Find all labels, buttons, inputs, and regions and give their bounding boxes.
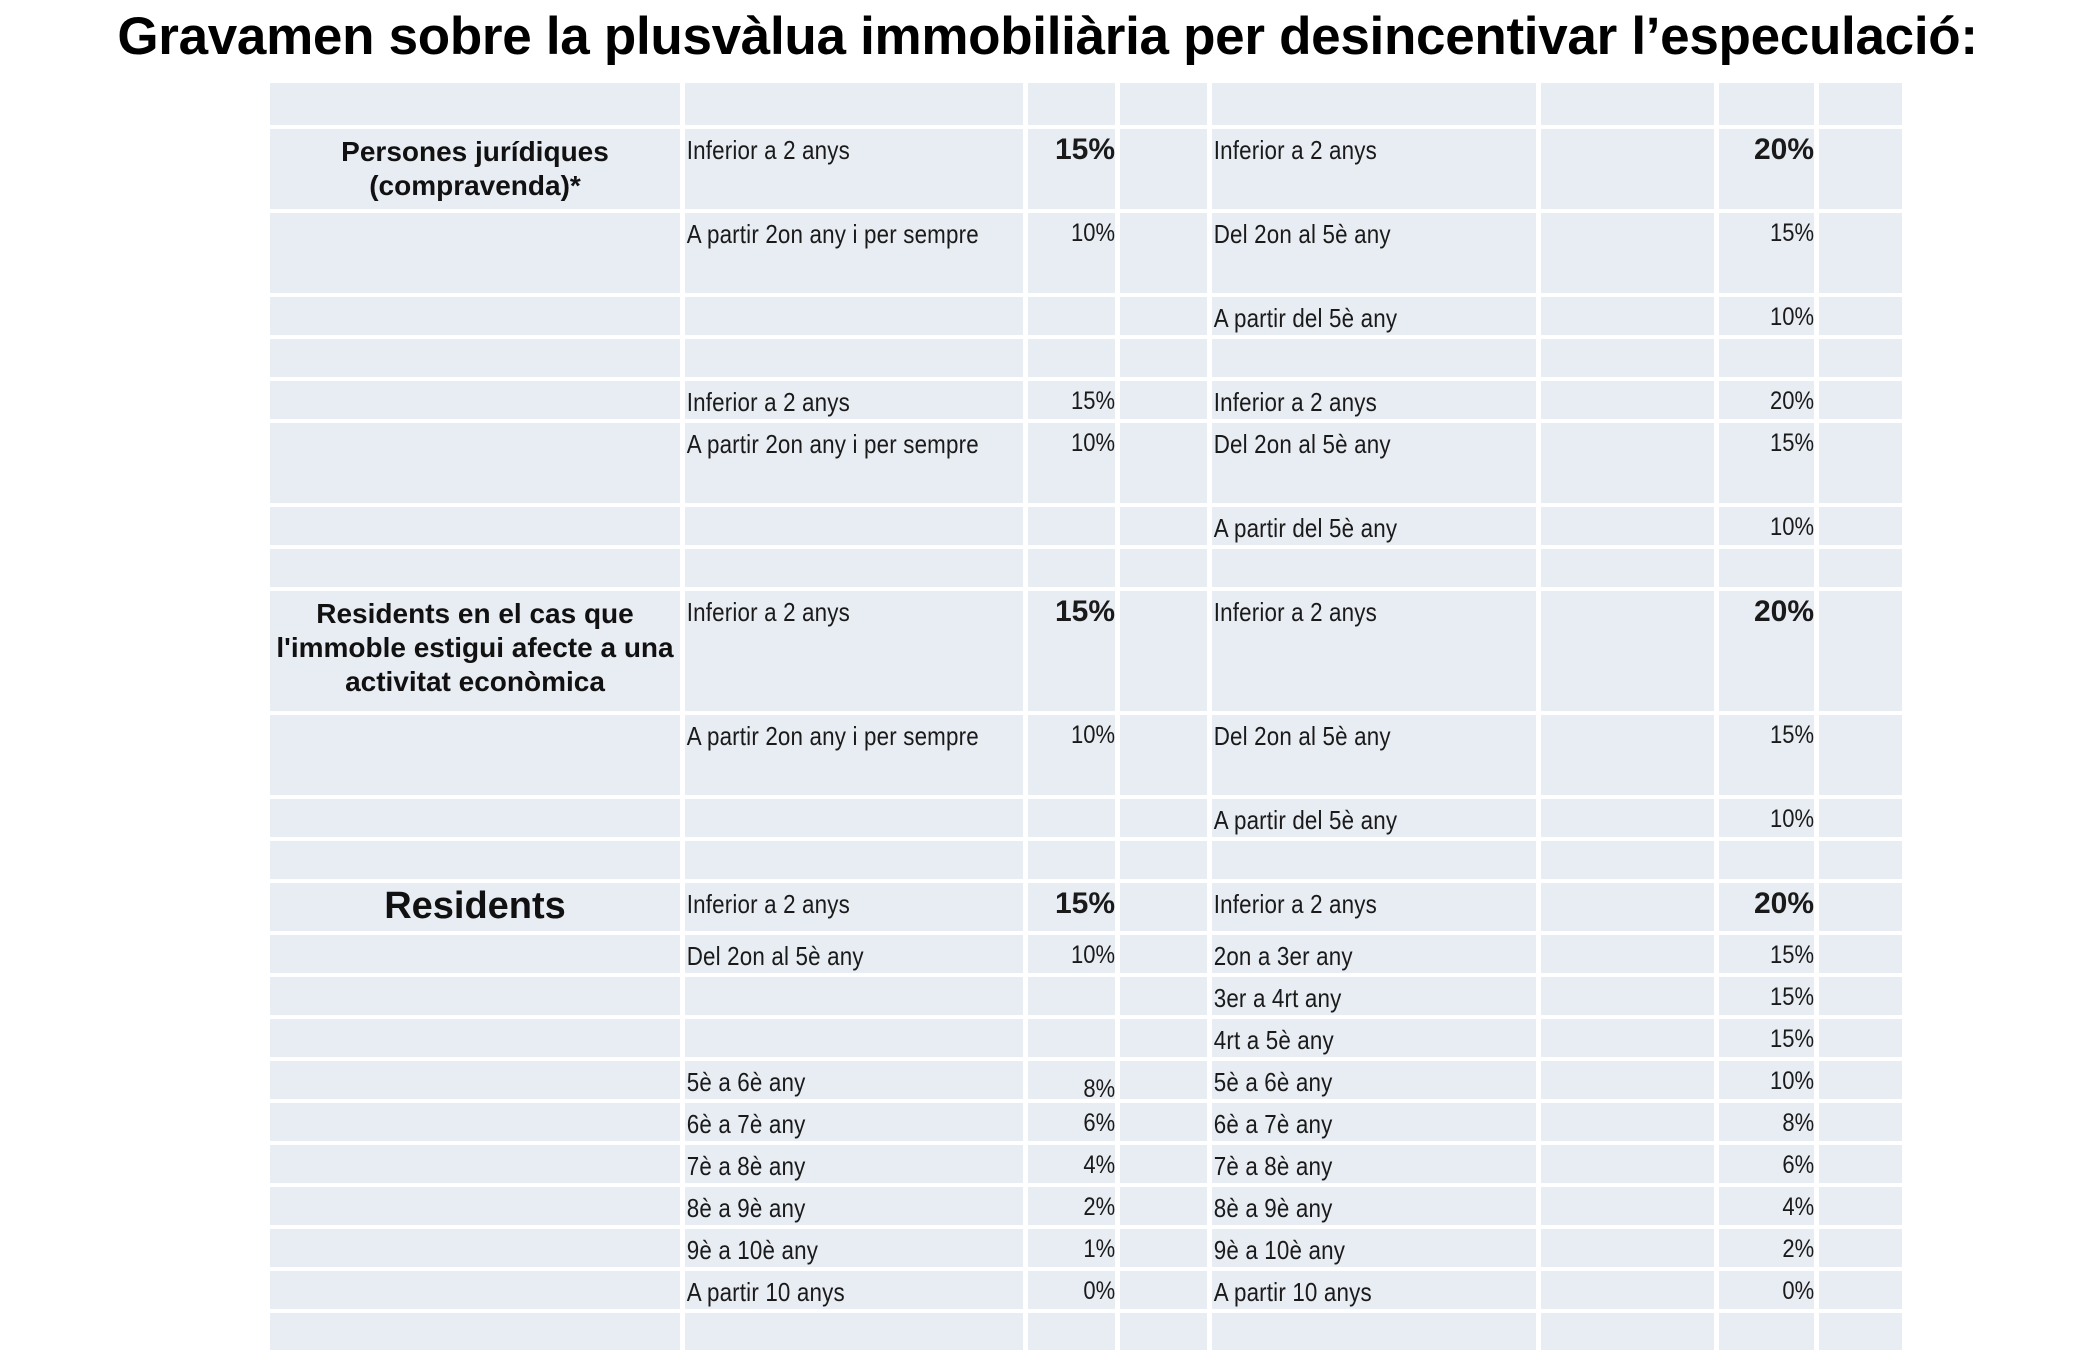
table-row [270, 799, 1902, 837]
table-cell [1028, 423, 1115, 503]
period-label-plan-1: Inferior a 2 anys [686, 387, 850, 417]
table-cell [1028, 591, 1115, 711]
table-cell [1541, 1313, 1714, 1350]
table-cell [685, 423, 1023, 503]
period-label-plan-2: Inferior a 2 anys [1213, 597, 1377, 627]
table-cell [1120, 129, 1207, 209]
rate-value-plan-2: 20% [1753, 595, 1814, 628]
table-cell [1212, 1271, 1536, 1309]
table-cell [685, 381, 1023, 419]
table-cell [1541, 83, 1714, 125]
table-cell [685, 213, 1023, 293]
table-cell [270, 715, 680, 795]
table-cell [1819, 1145, 1902, 1183]
rate-value-plan-1: 0% [1083, 1277, 1115, 1305]
period-label-plan-1: 7è a 8è any [686, 1151, 806, 1181]
table-cell [1541, 1103, 1714, 1141]
table-cell [1541, 883, 1714, 931]
table-cell [1719, 1145, 1814, 1183]
table-cell [1212, 549, 1536, 587]
table-cell [270, 83, 680, 125]
table-cell [1541, 381, 1714, 419]
table-cell [1719, 1103, 1814, 1141]
table-cell [1212, 1145, 1536, 1183]
table-cell [1212, 1229, 1536, 1267]
table-cell [1541, 715, 1714, 795]
table-cell [270, 977, 680, 1015]
page-title: Gravamen sobre la plusvàlua immobiliària per desincentivar l’especulació: [117, 7, 1978, 66]
table-cell [1819, 935, 1902, 973]
table-cell [1212, 977, 1536, 1015]
table-cell [685, 129, 1023, 209]
category-line: l'immoble estigui afecte a una [276, 632, 674, 663]
table-cell [1719, 1313, 1814, 1350]
rate-value-plan-2: 10% [1769, 303, 1814, 331]
table-cell [1120, 213, 1207, 293]
table-row [270, 297, 1902, 335]
table-cell [1541, 1061, 1714, 1099]
rate-value-plan-2: 15% [1769, 219, 1814, 247]
period-label-plan-2: 8è a 9è any [1213, 1193, 1333, 1223]
table-cell [1212, 83, 1536, 125]
category-label [270, 591, 680, 699]
table-cell [1028, 1103, 1115, 1141]
table-cell [1212, 935, 1536, 973]
rate-value-plan-2: 0% [1782, 1277, 1814, 1305]
rate-value-plan-1: 10% [1070, 429, 1115, 457]
table-row [270, 507, 1902, 545]
table-cell [685, 1313, 1023, 1350]
period-label-plan-2: 5è a 6è any [1213, 1067, 1333, 1097]
table-cell [1028, 381, 1115, 419]
period-label-plan-2: A partir del 5è any [1213, 303, 1398, 333]
table-cell [685, 83, 1023, 125]
table-cell [270, 549, 680, 587]
table-cell [685, 935, 1023, 973]
table-row [270, 883, 1902, 931]
period-label-plan-2: Inferior a 2 anys [1213, 135, 1377, 165]
table-cell [270, 423, 680, 503]
table-cell [1719, 935, 1814, 973]
period-label-plan-1: Inferior a 2 anys [686, 135, 850, 165]
table-cell [1028, 1061, 1115, 1099]
table-cell [1028, 507, 1115, 545]
spacer-row [270, 1313, 1902, 1350]
table-row [270, 1271, 1902, 1309]
rate-value-plan-1: 8% [1083, 1075, 1115, 1099]
table-cell [1120, 507, 1207, 545]
table-cell [1819, 591, 1902, 711]
table-cell [1212, 1187, 1536, 1225]
table-cell [1028, 883, 1115, 931]
table-cell [270, 841, 680, 879]
spacer-row [270, 841, 1902, 879]
table-cell [1212, 297, 1536, 335]
table-cell [1541, 841, 1714, 879]
table-cell [1541, 935, 1714, 973]
table-row [270, 1103, 1902, 1141]
table-cell [1120, 297, 1207, 335]
table-cell [1819, 1103, 1902, 1141]
table-cell [1120, 1313, 1207, 1350]
table-cell [1719, 715, 1814, 795]
table-cell [1212, 213, 1536, 293]
table-cell [685, 591, 1023, 711]
table-cell [685, 339, 1023, 377]
table-cell [1541, 507, 1714, 545]
table-cell [1212, 841, 1536, 879]
rate-value-plan-2: 20% [1753, 887, 1814, 920]
rate-value-plan-2: 20% [1753, 133, 1814, 166]
table-cell [1719, 1019, 1814, 1057]
spacer-row [270, 339, 1902, 377]
table-cell [685, 841, 1023, 879]
table-cell [1028, 841, 1115, 879]
table-cell [1819, 1187, 1902, 1225]
tax-rate-table [270, 83, 1902, 1350]
category-line: Residents [384, 885, 566, 927]
period-label-plan-1 [685, 1019, 976, 1025]
table-cell [1212, 883, 1536, 931]
table-cell [1120, 339, 1207, 377]
category-line: (compravenda)* [369, 170, 581, 201]
table-cell [1028, 1187, 1115, 1225]
rate-value-plan-1: 15% [1054, 887, 1115, 920]
table-cell [1120, 1145, 1207, 1183]
rate-value-plan-1: 15% [1054, 133, 1115, 166]
table-row [270, 381, 1902, 419]
period-label-plan-2: 4rt a 5è any [1213, 1025, 1334, 1055]
table-cell [1212, 339, 1536, 377]
table-cell [685, 1019, 1023, 1057]
period-label-plan-2: Del 2on al 5è any [1213, 429, 1391, 459]
table-cell [1719, 977, 1814, 1015]
table-cell [685, 507, 1023, 545]
table-cell [270, 883, 680, 931]
table-cell [1028, 1019, 1115, 1057]
table-cell [270, 381, 680, 419]
table-cell [1212, 507, 1536, 545]
period-label-plan-2: A partir del 5è any [1213, 805, 1398, 835]
period-label-plan-2: Del 2on al 5è any [1213, 721, 1391, 751]
spacer-row [270, 549, 1902, 587]
table-cell [1120, 381, 1207, 419]
table-cell [270, 213, 680, 293]
table-cell [1719, 507, 1814, 545]
table-cell [685, 977, 1023, 1015]
rate-value-plan-1: 4% [1083, 1151, 1115, 1179]
table-cell [1120, 423, 1207, 503]
table-cell [1541, 1229, 1714, 1267]
period-label-plan-2: Inferior a 2 anys [1213, 387, 1377, 417]
table-cell [1120, 1019, 1207, 1057]
category-line: Residents en el cas que [316, 598, 634, 629]
rate-value-plan-1: 6% [1083, 1109, 1115, 1137]
period-label-plan-1: A partir 2on any i per sempre [686, 721, 979, 751]
table-cell [685, 1145, 1023, 1183]
table-cell [1719, 549, 1814, 587]
table-cell [1120, 591, 1207, 711]
table-cell [1028, 1145, 1115, 1183]
table-cell [1819, 841, 1902, 879]
period-label-plan-1 [685, 977, 976, 983]
table-cell [1819, 549, 1902, 587]
table-row [270, 1187, 1902, 1225]
table-cell [1719, 883, 1814, 931]
rate-value-plan-2: 20% [1769, 387, 1814, 415]
table-cell [1719, 1061, 1814, 1099]
table-row [270, 1145, 1902, 1183]
table-cell [1028, 339, 1115, 377]
period-label-plan-1: A partir 2on any i per sempre [686, 219, 979, 249]
table-cell [1541, 339, 1714, 377]
table-cell [1719, 381, 1814, 419]
table-cell [1819, 715, 1902, 795]
period-label-plan-2: 7è a 8è any [1213, 1151, 1333, 1181]
table-cell [1028, 1313, 1115, 1350]
rate-value-plan-2: 15% [1769, 1025, 1814, 1053]
table-cell [1819, 1271, 1902, 1309]
table-cell [1212, 129, 1536, 209]
table-cell [1212, 1103, 1536, 1141]
table-cell [1719, 799, 1814, 837]
table-cell [270, 1061, 680, 1099]
table-cell [1719, 339, 1814, 377]
table-cell [1120, 1103, 1207, 1141]
table-cell [1541, 297, 1714, 335]
category-label [270, 381, 680, 387]
table-cell [1120, 549, 1207, 587]
rate-value-plan-1: 2% [1083, 1193, 1115, 1221]
period-label-plan-1: 5è a 6è any [686, 1067, 806, 1097]
table-row [270, 935, 1902, 973]
table-cell [685, 1061, 1023, 1099]
table-cell [1819, 883, 1902, 931]
table-cell [1719, 297, 1814, 335]
table-row [270, 715, 1902, 795]
table-row [270, 213, 1902, 293]
table-cell [1028, 213, 1115, 293]
table-cell [1819, 381, 1902, 419]
table-cell [1819, 339, 1902, 377]
table-cell [270, 1145, 680, 1183]
rate-value-plan-2: 15% [1769, 721, 1814, 749]
category-label [270, 129, 680, 203]
table-cell [270, 297, 680, 335]
rate-value-plan-1: 10% [1070, 721, 1115, 749]
table-cell [1212, 715, 1536, 795]
table-cell [270, 799, 680, 837]
table-cell [1541, 591, 1714, 711]
table-row [270, 1229, 1902, 1267]
period-label-plan-2: 2on a 3er any [1213, 941, 1353, 971]
table-row [270, 1019, 1902, 1057]
table-cell [1541, 549, 1714, 587]
table-cell [1028, 977, 1115, 1015]
table-cell [1120, 83, 1207, 125]
table-cell [1212, 1019, 1536, 1057]
table-cell [270, 339, 680, 377]
rate-value-plan-2: 15% [1769, 429, 1814, 457]
table-cell [1541, 213, 1714, 293]
table-cell [1719, 83, 1814, 125]
table-cell [685, 883, 1023, 931]
rate-value-plan-1: 15% [1070, 387, 1115, 415]
table-cell [685, 715, 1023, 795]
table-cell [270, 1187, 680, 1225]
table-cell [1541, 1187, 1714, 1225]
table-cell [1819, 213, 1902, 293]
table-cell [1541, 1019, 1714, 1057]
table-cell [1120, 977, 1207, 1015]
rate-value-plan-2: 6% [1782, 1151, 1814, 1179]
period-label-plan-1 [685, 507, 976, 513]
spacer-row [270, 83, 1902, 125]
table-row [270, 423, 1902, 503]
table-cell [1120, 799, 1207, 837]
table-cell [1212, 423, 1536, 503]
table-cell [1212, 381, 1536, 419]
table-cell [685, 1187, 1023, 1225]
table-cell [1028, 297, 1115, 335]
table-cell [1819, 1019, 1902, 1057]
period-label-plan-1: Inferior a 2 anys [686, 889, 850, 919]
table-cell [1819, 507, 1902, 545]
category-line: Persones jurídiques [341, 136, 609, 167]
period-label-plan-1: Inferior a 2 anys [686, 597, 850, 627]
table-cell [1120, 1187, 1207, 1225]
category-label [270, 883, 680, 927]
table-cell [685, 1229, 1023, 1267]
rate-value-plan-1: 10% [1070, 941, 1115, 969]
period-label-plan-2: 6è a 7è any [1213, 1109, 1333, 1139]
period-label-plan-2: Del 2on al 5è any [1213, 219, 1391, 249]
table-cell [1541, 129, 1714, 209]
table-cell [270, 1019, 680, 1057]
table-cell [1819, 1061, 1902, 1099]
period-label-plan-2: A partir del 5è any [1213, 513, 1398, 543]
period-label-plan-2: A partir 10 anys [1213, 1277, 1372, 1307]
table-cell [1541, 799, 1714, 837]
period-label-plan-2: 9è a 10è any [1213, 1235, 1346, 1265]
table-cell [1719, 1187, 1814, 1225]
period-label-plan-1: 9è a 10è any [686, 1235, 819, 1265]
table-cell [270, 507, 680, 545]
table-cell [1028, 799, 1115, 837]
table-row [270, 129, 1902, 209]
rate-value-plan-1: 15% [1054, 595, 1115, 628]
table-row [270, 1061, 1902, 1099]
table-cell [1028, 1229, 1115, 1267]
table-cell [1819, 799, 1902, 837]
table-cell [1541, 1271, 1714, 1309]
table-cell [685, 297, 1023, 335]
category-line: activitat econòmica [345, 666, 605, 697]
table-cell [270, 591, 680, 711]
table-cell [1120, 1061, 1207, 1099]
table-cell [1719, 129, 1814, 209]
period-label-plan-2: 3er a 4rt any [1213, 983, 1342, 1013]
rate-value-plan-2: 4% [1782, 1193, 1814, 1221]
period-label-plan-1: 8è a 9è any [686, 1193, 806, 1223]
table-cell [1028, 935, 1115, 973]
table-cell [1541, 423, 1714, 503]
rate-value-plan-2: 15% [1769, 941, 1814, 969]
table-cell [1819, 1229, 1902, 1267]
table-cell [685, 1271, 1023, 1309]
table-cell [1212, 1061, 1536, 1099]
table-cell [270, 1229, 680, 1267]
rate-value-plan-1: 1% [1083, 1235, 1115, 1263]
table-cell [1120, 715, 1207, 795]
table-row [270, 591, 1902, 711]
table-cell [270, 935, 680, 973]
table-cell [1212, 799, 1536, 837]
table-cell [685, 549, 1023, 587]
table-cell [1719, 841, 1814, 879]
rate-value-plan-2: 15% [1769, 983, 1814, 1011]
table-cell [1028, 83, 1115, 125]
table-cell [1819, 423, 1902, 503]
rate-value-plan-2: 2% [1782, 1235, 1814, 1263]
table-cell [270, 1271, 680, 1309]
rate-value-plan-2: 10% [1769, 513, 1814, 541]
table-cell [270, 1103, 680, 1141]
table-cell [1028, 1271, 1115, 1309]
table-cell [1120, 841, 1207, 879]
table-cell [1541, 1145, 1714, 1183]
table-cell [1719, 1271, 1814, 1309]
rate-value-plan-2: 8% [1782, 1109, 1814, 1137]
table-row [270, 977, 1902, 1015]
period-label-plan-1 [685, 297, 976, 303]
period-label-plan-1 [685, 799, 976, 805]
period-label-plan-1: Del 2on al 5è any [686, 941, 864, 971]
period-label-plan-1: A partir 10 anys [686, 1277, 845, 1307]
table-cell [1541, 977, 1714, 1015]
table-cell [685, 1103, 1023, 1141]
period-label-plan-2: Inferior a 2 anys [1213, 889, 1377, 919]
table-cell [270, 1313, 680, 1350]
table-cell [1719, 1229, 1814, 1267]
table-cell [1028, 549, 1115, 587]
table-cell [685, 799, 1023, 837]
table-cell [1819, 1313, 1902, 1350]
rate-value-plan-1: 10% [1070, 219, 1115, 247]
rate-value-plan-2: 10% [1769, 805, 1814, 833]
period-label-plan-1: 6è a 7è any [686, 1109, 806, 1139]
table-cell [1819, 297, 1902, 335]
table-cell [1120, 935, 1207, 973]
period-label-plan-1: A partir 2on any i per sempre [686, 429, 979, 459]
table-cell [1028, 129, 1115, 209]
rate-value-plan-2: 10% [1769, 1067, 1814, 1095]
table-cell [1212, 1313, 1536, 1350]
table-cell [270, 129, 680, 209]
table-cell [1212, 591, 1536, 711]
table-cell [1819, 83, 1902, 125]
table-cell [1719, 213, 1814, 293]
table-cell [1819, 129, 1902, 209]
table-cell [1819, 977, 1902, 1015]
table-cell [1120, 883, 1207, 931]
table-cell [1120, 1229, 1207, 1267]
table-cell [1120, 1271, 1207, 1309]
table-cell [1028, 715, 1115, 795]
table-cell [1719, 591, 1814, 711]
table-cell [1719, 423, 1814, 503]
